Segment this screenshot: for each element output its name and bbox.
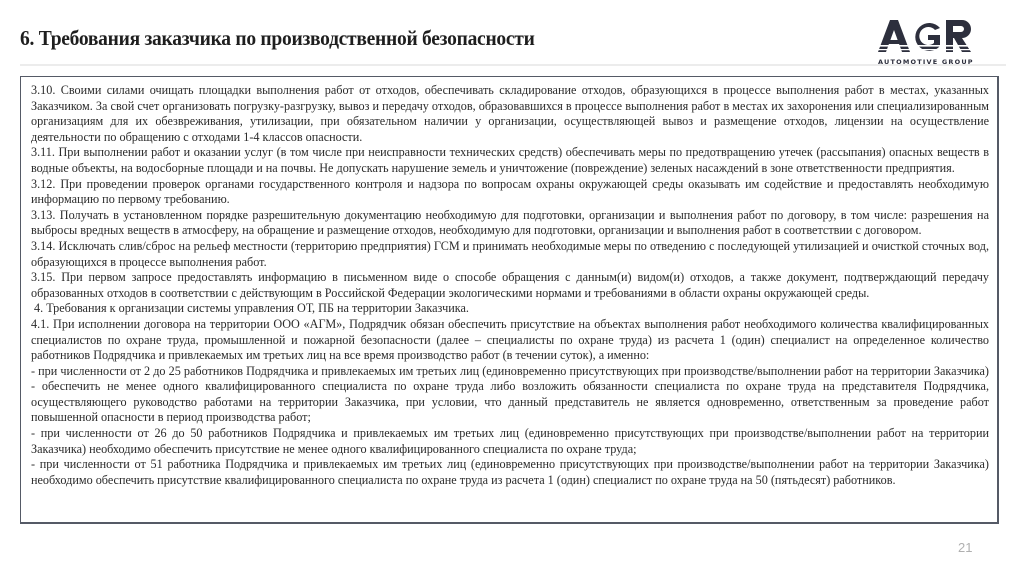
list-item-26-50: - при численности от 26 до 50 работников Подрядчика и привлекаемых им третьих лиц (единовременно присутствующих при производстве/выполнении работ на территории Заказчика) необходимо обеспечить присутствие не менее одного квалифицированного специалиста по охране труда;: [31, 426, 989, 456]
paragraph-3-15: 3.15. При первом запросе предоставлять информацию в письменном виде о способе обращения с данным(и) видом(и) отходов, а также документ, подтверждающий передачу образованных отходов в соответствии с действующим в Российской Федерации экологическими нормами и требованиями в области охраны окружающей среды.: [31, 270, 989, 300]
list-item-2-25: - при численности от 2 до 25 работников Подрядчика и привлекаемых им третьих лиц (единовременно присутствующих при производстве/выполнении работ на территории Заказчика) - обеспечить не менее одного квалифицированного специалиста по охране труда либо возложить обязанности специалиста по охране труда на представителя Подрядчика, осуществляющего руководство работами на территории Заказчика, при условии, что данный представитель не является одновременно, ответственным за проведение работ повышенной опасности в период производства работ;: [31, 363, 989, 425]
agr-logo: [876, 18, 996, 66]
section-4-heading: 4. Требования к организации системы управления ОТ, ПБ на территории Заказчика.: [34, 301, 469, 316]
paragraph-3-11: 3.11. При выполнении работ и оказании услуг (в том числе при неисправности технических средств) обеспечивать меры по предотвращению утечек (рассыпания) опасных веществ в водные объекты, на водосборные площади и на почвы. Не допускать нарушение земель и уничтожение (повреждение) зеленых насаждений в зоне ответственности предприятия.: [31, 145, 989, 175]
paragraph-3-12: 3.12. При проведении проверок органами государственного контроля и надзора по вопросам охраны окружающей среды оказывать им содействие и предоставлять необходимую информацию по первому требованию.: [31, 176, 989, 207]
list-item-51-plus: - при численности от 51 работника Подрядчика и привлекаемых им третьих лиц (единовременно присутствующих при производстве/выполнении работ на территории Заказчика) необходимо обеспечить присутствие квалифицированного специалиста по охране труда из расчета 1 (один) специалист по охране труда на 50 (пятьдесят) работников.: [31, 457, 989, 487]
logo-subtitle: AUTOMOTIVE GROUP: [878, 58, 974, 66]
title-divider: [20, 64, 1006, 66]
page-number: 21: [958, 540, 973, 555]
content-box: [20, 76, 999, 524]
page-title: 6. Требования заказчика по производственной безопасности: [20, 26, 535, 50]
paragraph-3-14: 3.14. Исключать слив/сброс на рельеф местности (территорию предприятия) ГСМ и принимать необходимые меры по отведению с последующей утилизацией и очисткой сточных вод, образующихся в процессе выполнения работ.: [31, 238, 989, 269]
paragraph-3-10: 3.10. Своими силами очищать площадки выполнения работ от отходов, обеспечивать складирование отходов, образующихся в процессе выполнения работ в местах, указанных Заказчиком. За свой счет организовать погрузку-разгрузку, вывоз и передачу отходов, образовавшихся в процессе выполнения работ в местах их захоронения или специализированным организациям для их обезвреживания, утилизации, при обязательном наличии у организации, осуществляющей вывоз и размещение отходов, лицензии на осуществление деятельности по обращению с отходами 1-4 классов опасности.: [31, 83, 989, 144]
paragraph-4-1: 4.1. При исполнении договора на территории ООО «АГМ», Подрядчик обязан обеспечить присутствие на объектах выполнения работ необходимого количества квалифицированных специалистов по охране труда, промышленной и пожарной безопасности (далее – специалисты по охране труда) из расчета 1 (один) специалист на определенное количество работников Подрядчика и привлекаемых им третьих лиц на все время производство работ (в течении суток), а именно:: [31, 316, 989, 363]
agr-logo-icon: [876, 18, 976, 54]
paragraph-3-13: 3.13. Получать в установленном порядке разрешительную документацию необходимую для подготовки, организации и выполнения работ по договору, в том числе: разрешения на выбросы вредных веществ в атмосферу, на обращение и размещение отходов, необходимую для подготовки, организации и выполнения работ в соответствии с договором.: [31, 207, 989, 238]
